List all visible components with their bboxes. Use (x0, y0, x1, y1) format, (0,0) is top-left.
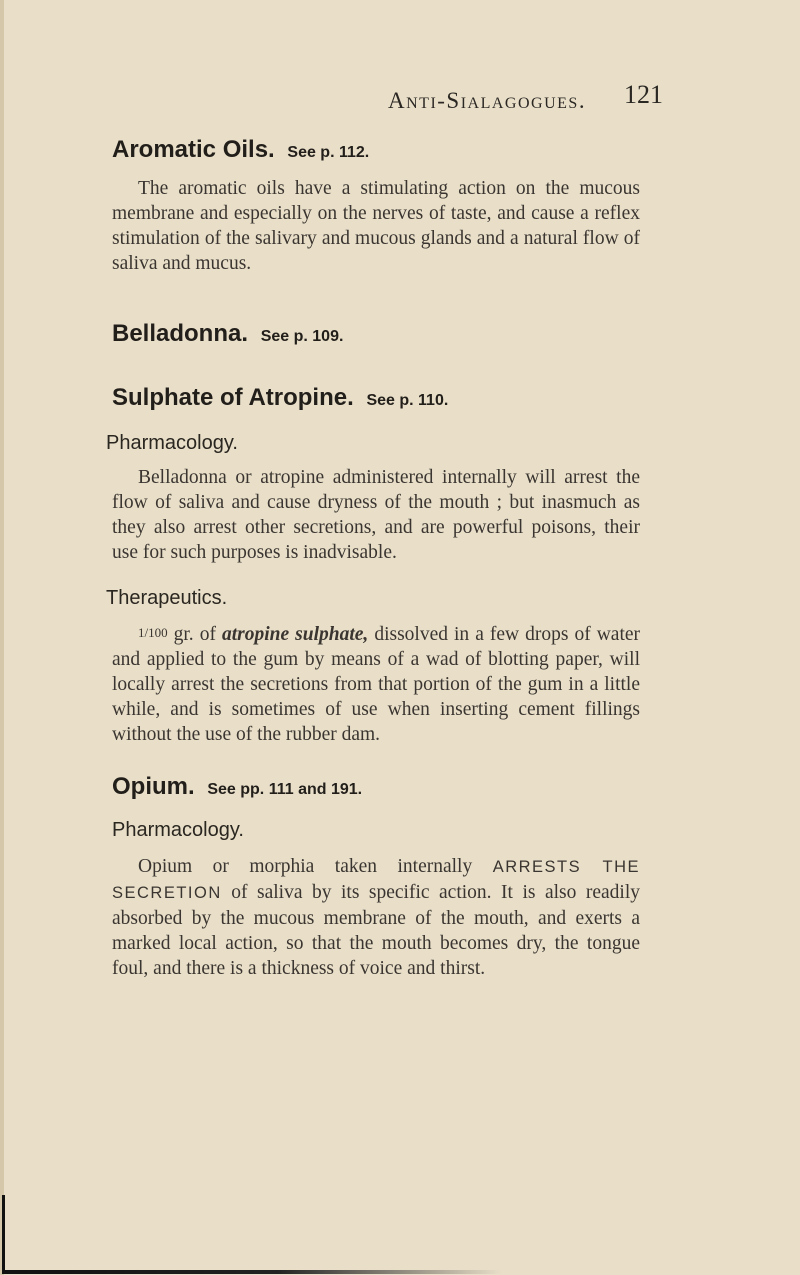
paragraph: Belladonna or atropine administered internally will arrest the flow of saliva and cause dryness of the mouth ; but inasmuch as they also arrest other secretions, and are powerful poisons, their use for such purposes is inadvisable. (112, 467, 640, 563)
page-reference: See p. 110. (366, 392, 449, 409)
bottom-edge-mark (2, 1270, 502, 1274)
section-heading (112, 136, 640, 164)
heading-title: Sulphate of Atropine. (112, 384, 354, 411)
section-heading (112, 384, 640, 412)
dose-unit: gr. of (173, 624, 216, 645)
running-title: Anti-Sialagogues. (388, 88, 587, 113)
page-reference: See pp. 111 and 191. (207, 781, 363, 798)
page-number: 121 (624, 80, 663, 109)
page-reference: See p. 109. (260, 328, 344, 345)
section-heading (112, 320, 640, 348)
paragraph: The aromatic oils have a stimulating action on the mucous membrane and especially on the nerves of taste, and cause a reflex stimulation of the salivary and mucous glands and a natural flow of saliva and mucus. (112, 178, 640, 274)
subheading-pharmacology: Pharmacology. (112, 819, 244, 841)
paragraph (112, 854, 640, 981)
page-reference: See p. 112. (287, 144, 370, 161)
heading-title: Opium. (112, 773, 195, 800)
paragraph-text: Opium or morphia taken internally (138, 856, 473, 877)
dose-fraction: 1/100 (138, 625, 168, 640)
emphasis-caps: ARRESTS THE SECRETION (112, 858, 640, 902)
heading-title: Belladonna. (112, 320, 249, 347)
section-belladonna (112, 320, 640, 348)
page-body (106, 130, 641, 981)
section-heading (112, 773, 640, 801)
section-sulphate-of-atropine (106, 384, 641, 747)
section-opium (112, 773, 640, 981)
subheading-therapeutics: Therapeutics. (106, 587, 228, 609)
section-aromatic-oils (112, 136, 640, 276)
heading-title: Aromatic Oils. (112, 136, 275, 163)
paragraph-text: of saliva by its specific action. It is also readily absorbed by the mucous membrane of the mouth, and exerts a marked local action, so that the mouth becomes dry, the tongue foul, and there is a thickness of voice and thirst. (112, 882, 640, 979)
subheading-pharmacology: Pharmacology. (106, 432, 238, 454)
page-edge (0, 0, 4, 1275)
paragraph-text: dissolved in a few drops of water and applied to the gum by means of a wad of blotting paper, will locally arrest the secretions from that portion of the gum in a little while, and is sometimes of use when inserting cement fillings without the use of the rubber dam. (112, 624, 641, 745)
drug-name: atropine sulphate, (221, 624, 369, 645)
binding-edge-mark (2, 1195, 5, 1273)
paragraph (112, 620, 640, 747)
